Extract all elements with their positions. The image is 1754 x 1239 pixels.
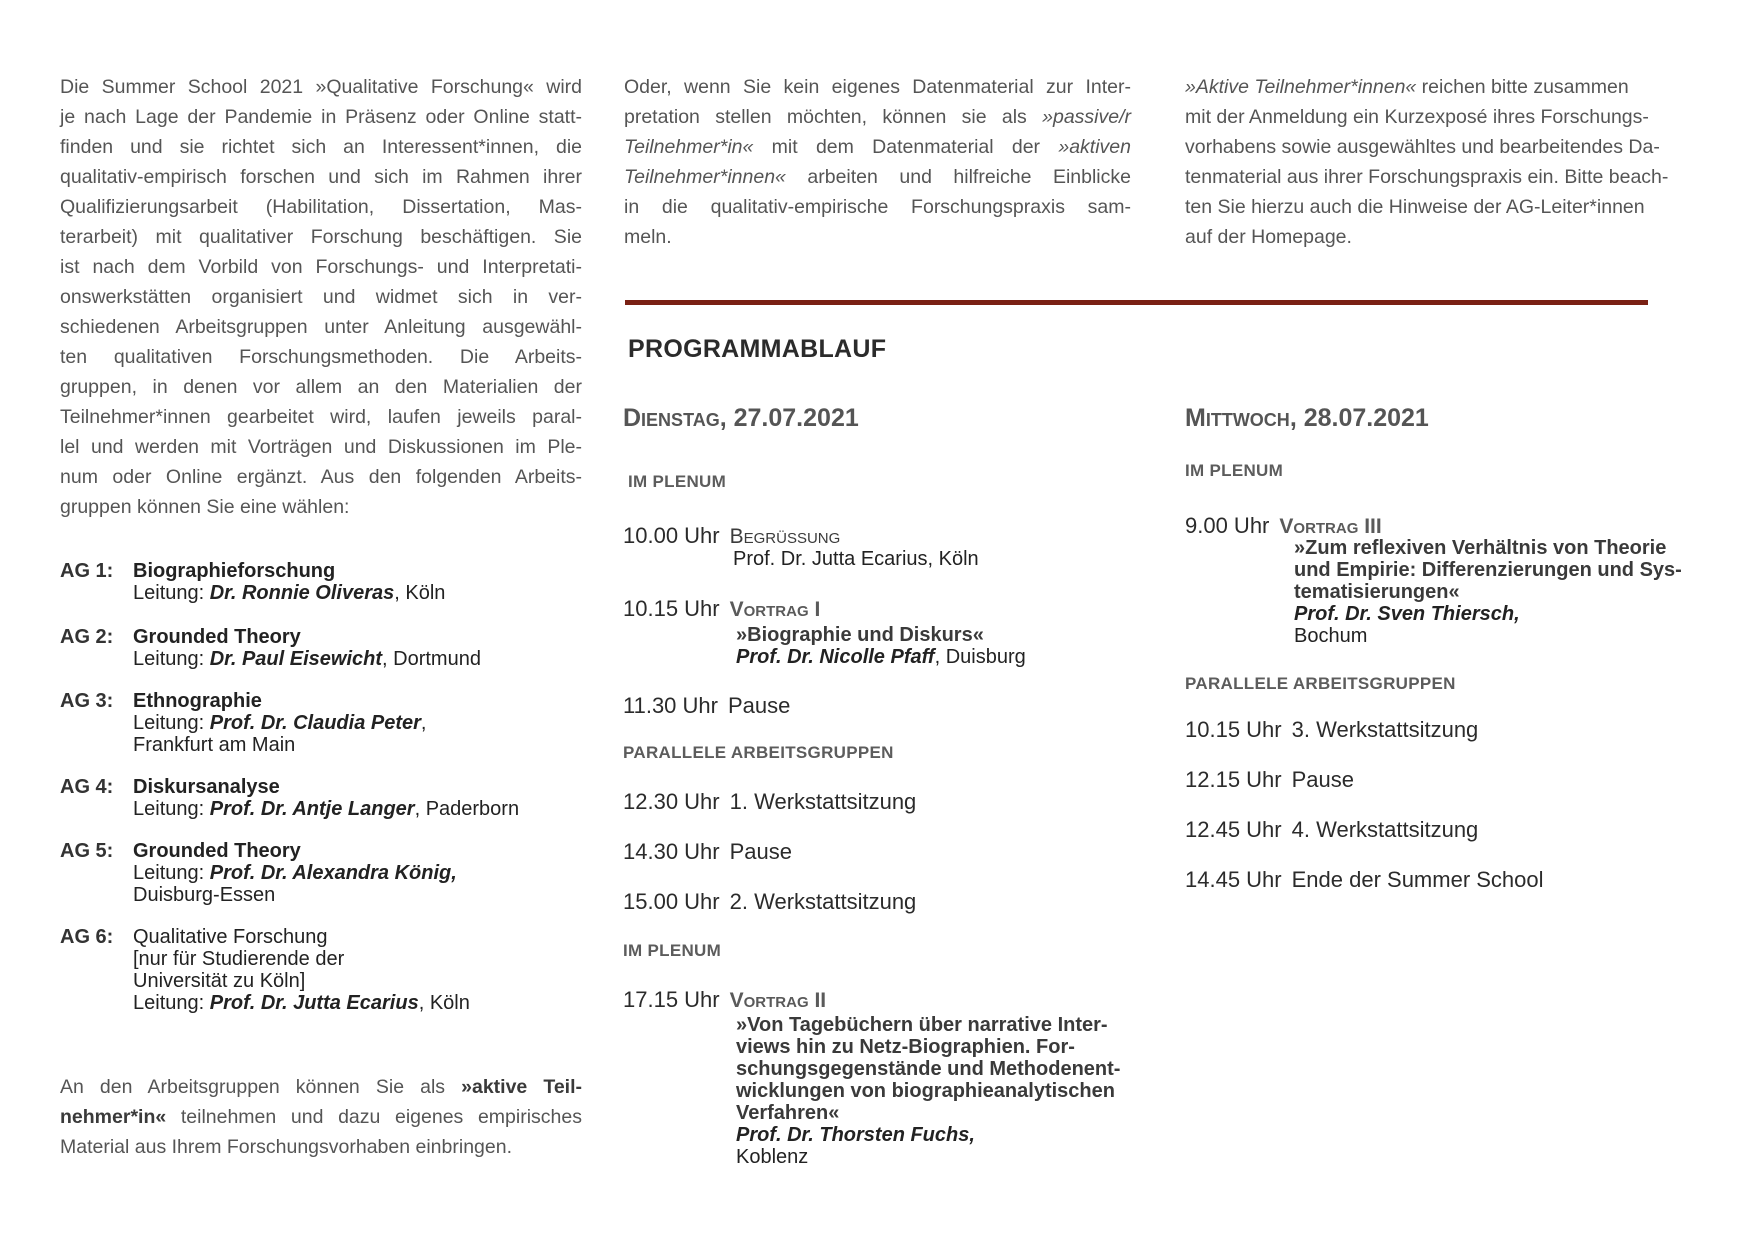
program-event: 12.45 Uhr 4. Werkstattsitzung: [1185, 817, 1479, 842]
ag-title: Ethnographie: [133, 690, 262, 712]
outro-paragraph: An den Arbeitsgruppen können Sie als »aktive Teil- nehmer*in« teilnehmen und dazu eigenes empirisches Material aus Ihrem Forschungsvorhaben einbringen.: [60, 1076, 582, 1158]
intro-line: Die Summer School 2021 »Qualitative Forschung« wird: [60, 76, 582, 98]
intro-line: qualitativ-empirisch forschen und sich im Rahmen ihrer: [60, 166, 582, 188]
ag-code: AG 3:: [60, 690, 114, 712]
section-label: PARALLELE ARBEITSGRUPPEN: [623, 743, 894, 762]
ag-lead-city: Frankfurt am Main: [133, 734, 296, 756]
intro-line: finden und sie richtet sich an Interessent*innen, die: [60, 136, 582, 158]
ag-lead-city: Duisburg-Essen: [133, 884, 276, 906]
program-event: 12.30 Uhr 1. Werkstattsitzung: [623, 789, 917, 814]
program-event: 9.00 Uhr Vortrag III: [1185, 513, 1382, 538]
ag-title: Qualitative Forschung: [133, 926, 328, 948]
program-event: 14.45 Uhr Ende der Summer School: [1185, 867, 1544, 892]
ag-title: Biographieforschung: [133, 560, 336, 582]
ag-title: Grounded Theory: [133, 626, 301, 648]
program-event: 17.15 Uhr Vortrag II: [623, 987, 827, 1012]
column-right-paragraph: »Aktive Teilnehmer*innen« reichen bitte zusammen mit der Anmeldung ein Kurzexposé ihres Forschungs- vorhabens sowie ausgewähltes und bearbeitendes Da- tenmaterial aus ihrer Forschungspraxis ein. Bitte beach- ten Sie hierzu auch die Hinweise der AG-Leiter*innen auf der Homepage.: [1185, 76, 1669, 248]
intro-paragraph: [60, 72, 582, 522]
program-event: 10.15 Uhr Vortrag I: [623, 596, 821, 621]
intro-line: onswerkstätten organisiert und widmet sich in ver-: [60, 286, 582, 308]
ag-title: Diskursanalyse: [133, 776, 280, 798]
intro-line: gruppen, in denen vor allem an den Materialien der: [60, 376, 582, 398]
intro-line: ten qualitativen Forschungsmethoden. Die Arbeits-: [60, 346, 582, 368]
program-event: 10.00 Uhr Begrüßung: [623, 523, 841, 548]
ag-note: [nur für Studierende der: [133, 948, 345, 970]
program-event: 12.15 Uhr Pause: [1185, 767, 1355, 792]
event-details: »Zum reflexiven Verhältnis von Theorie und Empirie: Differenzierungen und Sys- tematisierungen« Prof. Dr. Sven Thiersch, Bochum: [1294, 537, 1682, 647]
intro-line: Teilnehmer*innen gearbeitet wird, laufen jeweils paral-: [60, 406, 582, 428]
ag-lead: Leitung: Prof. Dr. Alexandra König,: [133, 862, 457, 884]
ag-code: AG 6:: [60, 926, 114, 948]
intro-line: lel und werden mit Vorträgen und Diskussionen im Ple-: [60, 436, 582, 458]
event-details: »Von Tagebüchern über narrative Inter- views hin zu Netz-Biographien. For- schungsgegenstände und Methodenent- wicklungen von biographieanalytischen Verfahren« Prof. Dr. Thorsten Fuchs, Koblenz: [736, 1014, 1121, 1168]
intro-line: terarbeit) mit qualitativer Forschung beschäftigen. Sie: [60, 226, 582, 248]
ag-lead: Leitung: Prof. Dr. Antje Langer, Paderborn: [133, 798, 520, 820]
event-details: »Biographie und Diskurs« Prof. Dr. Nicolle Pfaff, Duisburg: [736, 624, 1026, 668]
ag-lead: Leitung: Prof. Dr. Claudia Peter,: [133, 712, 427, 734]
program-event: 11.30 Uhr Pause: [623, 693, 791, 718]
column-left: [60, 72, 582, 522]
ag-code: AG 2:: [60, 626, 114, 648]
intro-line: je nach Lage der Pandemie in Präsenz oder Online statt-: [60, 106, 582, 128]
day-heading: Dienstag, 27.07.2021: [623, 404, 859, 432]
section-label: IM PLENUM: [628, 472, 727, 491]
ag-code: AG 5:: [60, 840, 114, 862]
program-event: 14.30 Uhr Pause: [623, 839, 793, 864]
program-heading: PROGRAMMABLAUF: [628, 335, 887, 363]
intro-line: schiedenen Arbeitsgruppen unter Anleitung ausgewähl-: [60, 316, 582, 338]
ag-title: Grounded Theory: [133, 840, 301, 862]
section-label: IM PLENUM: [1185, 461, 1284, 480]
ag-lead: Leitung: Dr. Ronnie Oliveras, Köln: [133, 582, 446, 604]
program-event: 10.15 Uhr 3. Werkstattsitzung: [1185, 717, 1479, 742]
ag-code: AG 1:: [60, 560, 114, 582]
section-divider: [625, 300, 1648, 305]
ag-lead: Leitung: Prof. Dr. Jutta Ecarius, Köln: [133, 992, 470, 1014]
intro-line: ist nach dem Vorbild von Forschungs- und Interpretati-: [60, 256, 582, 278]
intro-line: num oder Online ergänzt. Aus den folgenden Arbeits-: [60, 466, 582, 488]
section-label: IM PLENUM: [623, 941, 722, 960]
ag-lead: Leitung: Dr. Paul Eisewicht, Dortmund: [133, 648, 481, 670]
day-heading: Mittwoch, 28.07.2021: [1185, 404, 1429, 432]
intro-line: Qualifizierungsarbeit (Habilitation, Dissertation, Mas-: [60, 196, 582, 218]
intro-line: gruppen können Sie eine wählen:: [60, 496, 350, 518]
column-middle-paragraph: Oder, wenn Sie kein eigenes Datenmaterial zur Inter- pretation stellen möchten, können sie als »passive/r Teilnehmer*in« mit dem Datenmaterial der »aktiven Teilnehmer*innen« arbeiten und hilfreiche Einblicke in die qualitativ-empirische Forschungspraxis sam- meln.: [624, 76, 1131, 248]
ag-note: Universität zu Köln]: [133, 970, 306, 992]
section-label: PARALLELE ARBEITSGRUPPEN: [1185, 674, 1456, 693]
ag-code: AG 4:: [60, 776, 114, 798]
event-speaker: Prof. Dr. Jutta Ecarius, Köln: [733, 548, 979, 570]
program-event: 15.00 Uhr 2. Werkstattsitzung: [623, 889, 917, 914]
